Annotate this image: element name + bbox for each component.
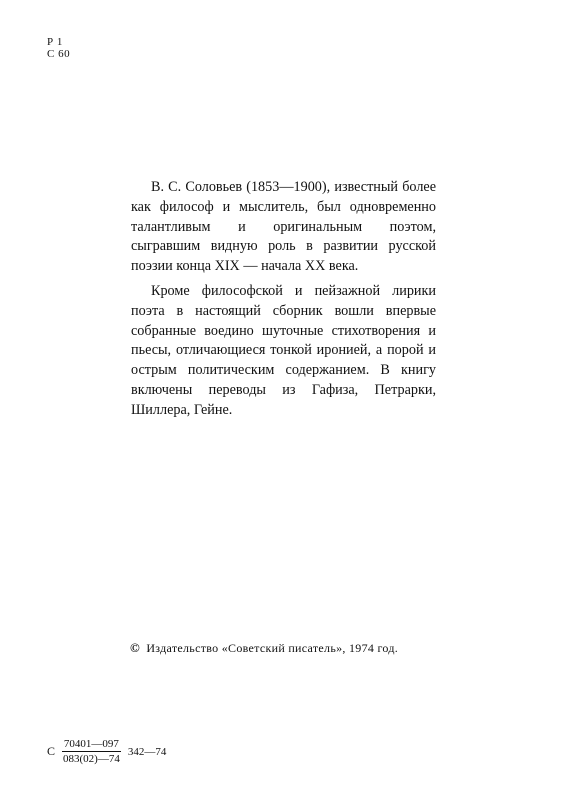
catalog-code (47, 738, 166, 765)
classification-line-1: Р 1 (47, 36, 63, 48)
catalog-code-numerator: 70401—097 (63, 738, 119, 750)
catalog-code-denominator: 083(02)—74 (63, 753, 120, 765)
catalog-code-letter: С (47, 744, 56, 758)
copyright-text: Издательство «Советский писатель», 1974 год. (146, 641, 399, 655)
classification-line-2: С 60 (47, 48, 71, 60)
classification-index (47, 36, 70, 60)
annotation-paragraph-2: Кроме философской и пейзажной лирики поэта в настоящий сборник вошли впервые собранные воедино шуточные стихотворения и пьесы, отличающиеся тонкой иронией, а порой и острым политическим содержанием. В книгу включены переводы из Гафиза, Петрарки, Шиллера, Гейне. (131, 282, 436, 418)
catalog-code-tail: 342—74 (127, 745, 167, 758)
copyright-notice (130, 640, 398, 656)
annotation-paragraph-1: В. С. Соловьев (1853—1900), известный более как философ и мыслитель, был одновременно талантливым и оригинальным поэтом, сыгравшим видную роль в развитии русской поэзии конца XIX — начала XX века. (131, 179, 436, 275)
copyright-symbol: © (130, 640, 141, 655)
catalog-code-fraction (61, 738, 122, 765)
book-annotation (131, 178, 436, 426)
